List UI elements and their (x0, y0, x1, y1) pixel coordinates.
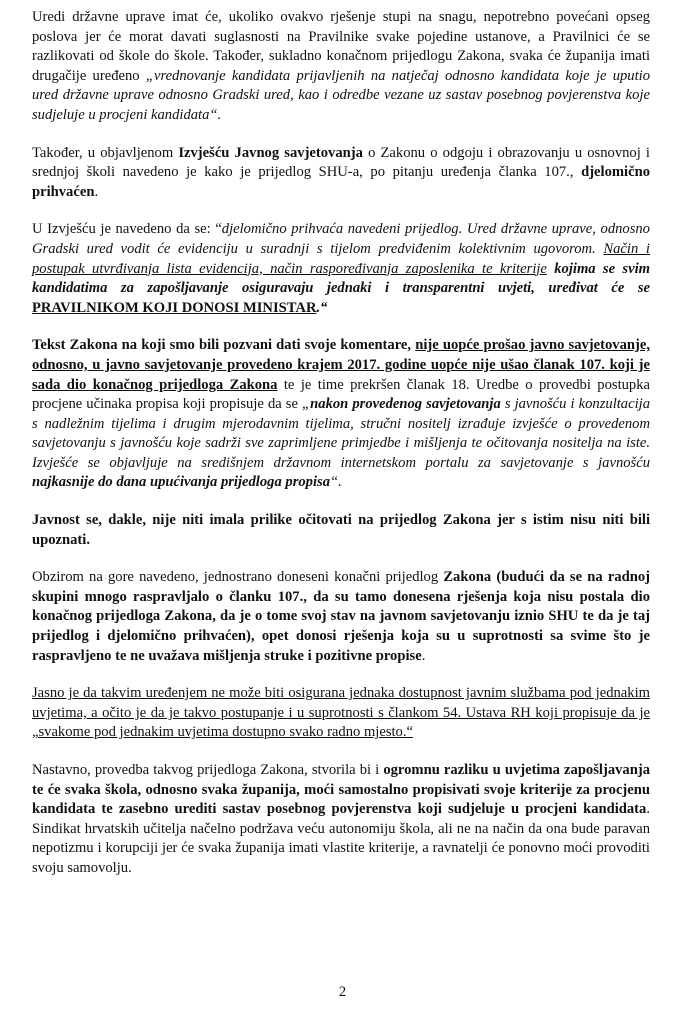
paragraph-7 (32, 684, 650, 743)
text-segment: Javnost se, dakle, nije niti imala prilike očitovati na prijedlog Zakona jer s istim nisu niti bili upoznati. (32, 512, 650, 548)
page-number: 2 (338, 984, 347, 1000)
text-segment: U Izvješću je navedeno da se: “ (32, 221, 222, 238)
paragraph-4 (32, 336, 650, 493)
text-segment: .“ (316, 299, 328, 316)
text-segment: PRAVILNIKOM KOJI DONOSI MINISTAR (32, 299, 317, 316)
text-segment: „vrednovanje kandidata prijavljenih na natječaj odnosno kandidata koje je uputio ured državne uprave odnosno Gradski ured, kao i odredbe vezane uz sastav posebnog povjerenstva koje sudjeluje u procjeni kandidata“. (32, 67, 650, 123)
paragraph-2 (32, 144, 650, 203)
text-segment: Nastavno, provedba takvog prijedloga Zakona, stvorila bi i (32, 762, 384, 778)
text-segment: nakon provedenog savjetovanja (310, 396, 501, 413)
paragraph-8 (32, 761, 650, 879)
text-segment: . Sindikat hrvatskih učitelja načelno podržava veću autonomiju škola, ali ne na način da ona bude paravan nepotizmu i korupciji jer će svaka županija imati vlastite kriterije, a ravnatelji će ponovno moći provoditi svoju samovolju. (32, 801, 650, 876)
paragraph-1 (32, 8, 650, 126)
text-segment: Način i postupak utvrđivanja lista evidencija, način raspoređivanja zaposlenika te kriterije (32, 240, 650, 277)
text-segment: s javnošću i konzultacija s nadležnim tijelima i drugim mjerodavnim tijelima, stručni nositelj izrađuje izvješće o provedenom savjetovanju s javnošću koje sadrži sve zaprimljene primjedbe i mišljenja te očitovanja nositelja na iste. Izvješće se objavljuje na središnjem državnom internetskom portalu za savjetovanje s javnošću (32, 396, 650, 471)
text-segment: Tekst Zakona na koji smo bili pozvani dati svoje komentare, (32, 337, 416, 354)
paragraph-3 (32, 220, 650, 318)
text-segment: kojima se svim kandidatima za zapošljavanje osiguravaju jednaki i transparentni uvjeti, uređivat će se (32, 260, 650, 297)
text-segment: “. (330, 474, 342, 491)
text-segment: te je time prekršen članak 18. Uredbe o provedbi postupka procjene učinaka propisa koji propisuje da se (32, 376, 651, 413)
text-segment: Izvješću Javnog savjetovanja (178, 144, 363, 161)
text-segment: djelomično prihvaća navedeni prijedlog. Ured državne uprave, odnosno Gradski ured vodit će evidenciju u suradnji s tijelom predviđenim kolektivnim ugovorom. (32, 221, 650, 257)
text-segment: Također, u objavljenom (32, 144, 179, 161)
text-segment: Jasno je da takvim uređenjem ne može biti osigurana jednaka dostupnost javnim službama pod jednakim uvjetima, a očito je da je takvo postupanje i u suprotnosti s člankom 54. Ustava RH koji propisuje da je „svakome pod jednakim uvjetima dostupno svako radno mjesto.“ (32, 685, 650, 741)
paragraph-5 (32, 511, 650, 550)
text-segment: Obzirom na gore navedeno, jednostrano doneseni konačni prijedlog (32, 569, 444, 586)
text-segment: . (94, 183, 99, 200)
document-page (32, 8, 650, 897)
text-segment: . (421, 647, 426, 664)
text-segment: o Zakonu o odgoju i obrazovanju u osnovnoj i srednjoj školi navedeno je kako je prijedlog SHU-a, po pitanju uređenja članka 107., (32, 144, 650, 181)
paragraph-6 (32, 568, 650, 666)
text-segment: najkasnije do dana upućivanja prijedloga propisa (32, 474, 330, 491)
text-segment: Uredi državne uprave imat će, ukoliko ovakvo rješenje stupi na snagu, nepotrebno povećani opseg poslova jer će morat davati suglasnosti na Pravilnike svake pojedine ustanove, a Pravilnici će se razlikovati od škole do škole. Također, sukladno konačnom prijedlogu Zakona, svaka će županija imati drugačije uređeno (32, 9, 650, 84)
text-segment: nije uopće prošao javno savjetovanje, odnosno, u javno savjetovanje provedeno krajem 2017. godine uopće nije ušao članak 107. koji je sada dio konačnog prijedloga Zakona (32, 337, 650, 393)
text-segment: „ (302, 396, 311, 413)
text-segment: Zakona (budući da se na radnoj skupini mnogo raspravljalo o članku 107., da su tamo donesena rješenja koja nisu postala dio konačnog prijedloga Zakona, da je o tome svoj stav na javnom savjetovanju iznio SHU te da je taj prijedlog i djelomično prihvaćen), opet donosi rješenja koja su u suprotnosti sa svime što je raspravljeno te ne uvažava mišljenja struke i pozitivne propise (32, 569, 650, 664)
text-segment: djelomično prihvaćen (32, 164, 650, 200)
text-segment: ogromnu razliku u uvjetima zapošljavanja te će svaka škola, odnosno svaka županija, moći samostalno propisivati svoje kriterije za procjenu kandidata te zasebno urediti sastav posebnog povjerenstva koji sudjeluje u procjeni kandidata (32, 762, 650, 818)
